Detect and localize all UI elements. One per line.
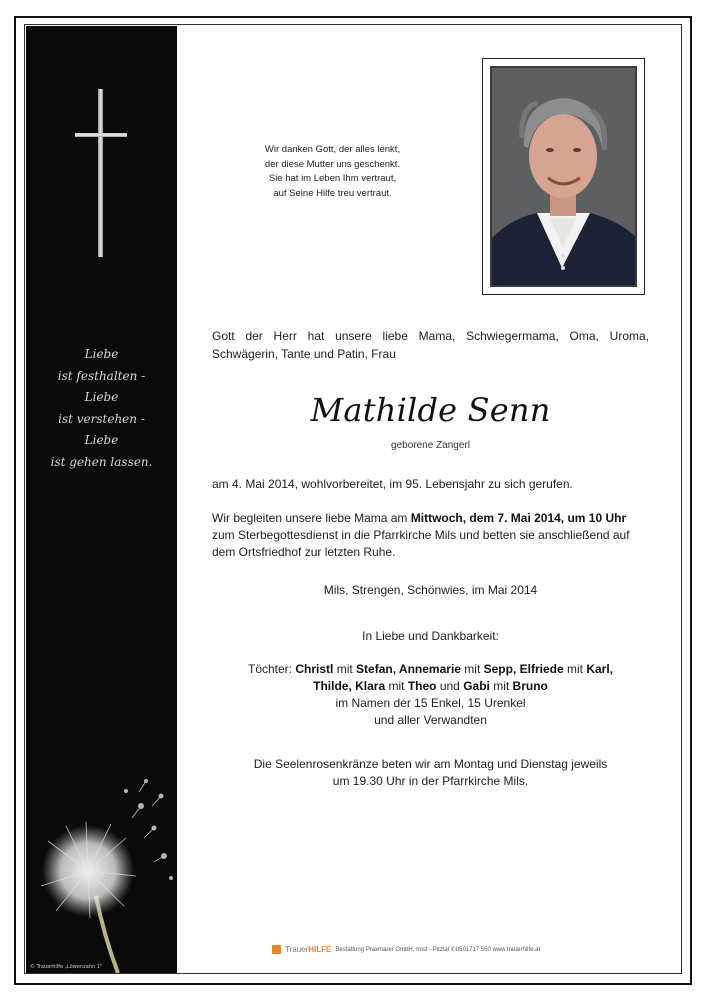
quote-line: Sie hat im Leben Ihm vertraut, (268, 173, 397, 184)
image-credit: © Trauerhilfe „Löwenzahn 1" (30, 964, 103, 970)
funeral-date-time: Mittwoch, dem 7. Mai 2014, um 10 Uhr (410, 511, 627, 525)
family-line-1: Töchter: Christl mit Stefan, Annemarie mit Sepp, Elfriede mit Karl, (247, 662, 614, 676)
relatives-line: und aller Verwandten (374, 713, 487, 727)
sidebar-poem (26, 344, 177, 473)
portrait-photo (490, 66, 637, 287)
poem-line: Liebe (84, 433, 119, 447)
quote-line: der diese Mutter uns geschenkt. (264, 158, 401, 170)
family-line-2: Thilde, Klara mit Theo und Gabi mit Bruno (313, 679, 548, 693)
sidebar-band (26, 26, 177, 973)
brand-logo-icon (272, 945, 281, 954)
deceased-name: Mathilde Senn (310, 391, 551, 429)
family-list (212, 661, 649, 729)
thanks-line: In Liebe und Dankbarkeit: (362, 629, 499, 643)
poem-line: ist gehen lassen. (50, 454, 153, 469)
cross-icon (75, 89, 127, 257)
verse-quote (230, 143, 435, 201)
place-date: Mils, Strengen, Schönwies, im Mai 2014 (323, 583, 538, 597)
footer-text: Bestattung Praxmarer GmbH, Imst - Pitztal ✆0501717 550 www.trauerhilfe.at (335, 946, 541, 953)
funeral-text: Wir begleiten unsere liebe Mama am (212, 511, 411, 525)
brand-name: TrauerHILFE (285, 944, 332, 954)
funeral-paragraph (212, 510, 649, 561)
portrait-frame (482, 58, 645, 295)
intro-paragraph: Gott der Herr hat unsere liebe Mama, Schwiegermama, Oma, Uroma, Schwägerin, Tante und Patin, Frau (212, 329, 649, 361)
poem-line: ist festhalten - (57, 368, 146, 383)
poem-line: Liebe (84, 347, 119, 361)
funeral-text: zum Sterbegottesdienst in die Pfarrkirche Mils und betten sie anschließend auf dem Ortsfriedhof zur letzten Ruhe. (212, 528, 630, 559)
birth-name: geborene Zangerl (391, 440, 470, 451)
death-notice: am 4. Mai 2014, wohlvorbereitet, im 95. Lebensjahr zu sich gerufen. (212, 477, 573, 491)
rosary-notice: Die Seelenrosenkränze beten wir am Montag und Dienstag jeweils um 19.30 Uhr in der Pfarrkirche Mils. (253, 757, 608, 788)
quote-line: Wir danken Gott, der alles lenkt, (264, 144, 401, 155)
footer-imprint (272, 943, 632, 955)
quote-line: auf Seine Hilfe treu vertraut. (273, 187, 392, 199)
dandelion-image (26, 746, 177, 973)
poem-line: ist verstehen - (58, 411, 145, 426)
poem-line: Liebe (84, 390, 119, 404)
grandchildren-line: im Namen der 15 Enkel, 15 Urenkel (335, 696, 526, 710)
